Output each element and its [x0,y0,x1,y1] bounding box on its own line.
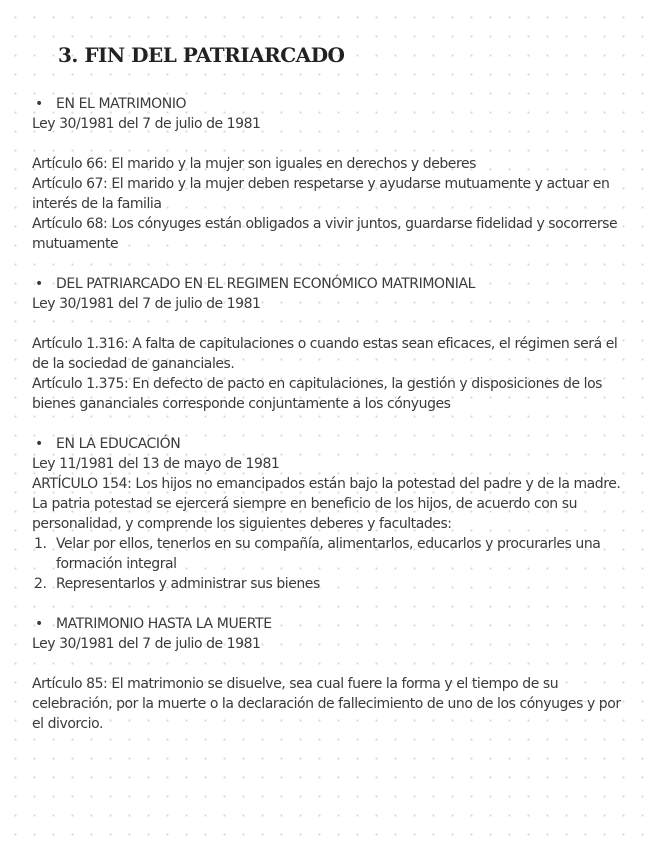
section-heading-text: DEL PATRIARCADO EN EL REGIMEN ECONÓMICO MATRIMONIAL [56,276,476,292]
section-heading [32,434,632,454]
section-heading [32,274,632,294]
section-educacion [32,434,632,594]
article-67: Artículo 67: El marido y la mujer deben respetarse y ayudarse mutuamente y actuar en interés de la familia [32,176,610,212]
page-title: 3. FIN DEL PATRIARCADO [58,43,345,67]
bullet-icon: • [35,96,43,112]
section-regimen-economico [32,274,632,414]
article-66: Artículo 66: El marido y la mujer son iguales en derechos y deberes [32,156,476,172]
law-reference: Ley 30/1981 del 7 de julio de 1981 [32,296,261,312]
bullet-icon: • [35,436,43,452]
section-matrimonio-muerte [32,614,632,734]
list-item [32,534,632,574]
article-68: Artículo 68: Los cónyuges están obligados a vivir juntos, guardarse fidelidad y socorrerse mutuamente [32,216,618,252]
bullet-icon: • [35,616,43,632]
list-item [32,574,632,594]
law-reference: Ley 30/1981 del 7 de julio de 1981 [32,116,261,132]
law-reference: Ley 11/1981 del 13 de mayo de 1981 [32,456,280,472]
section-heading [32,94,632,114]
article-85: Artículo 85: El matrimonio se disuelve, sea cual fuere la forma y el tiempo de su celebración, por la muerte o la declaración de fallecimiento de uno de los cónyuges y por el divorcio. [32,676,621,732]
section-heading [32,614,632,634]
list-item-text: Representarlos y administrar sus bienes [56,576,320,592]
article-1375: Artículo 1.375: En defecto de pacto en capitulaciones, la gestión y disposiciones de los bienes gananciales corresponde conjuntamente a los cónyuges [32,376,603,412]
section-heading-text: EN EL MATRIMONIO [56,96,187,112]
bullet-icon: • [35,276,43,292]
section-matrimonio [32,94,632,254]
section-heading-text: EN LA EDUCACIÓN [56,436,181,452]
list-item-text: Velar por ellos, tenerlos en su compañía, alimentarlos, educarlos y procurarles una formación integral [56,536,601,572]
list-item-number: 2. [34,576,47,592]
law-reference: Ley 30/1981 del 7 de julio de 1981 [32,636,261,652]
list-item-number: 1. [34,536,47,552]
patria-potestad-paragraph: La patria potestad se ejercerá siempre en beneficio de los hijos, de acuerdo con su personalidad, y comprende los siguientes deberes y facultades: [32,496,577,532]
duties-list [32,534,632,594]
article-154: ARTÍCULO 154: Los hijos no emancipados están bajo la potestad del padre y de la madre. [32,476,621,492]
document-page [32,40,632,754]
article-1316: Artículo 1.316: A falta de capitulaciones o cuando estas sean eficaces, el régimen será el de la sociedad de gananciales. [32,336,618,372]
section-heading-text: MATRIMONIO HASTA LA MUERTE [56,616,272,632]
